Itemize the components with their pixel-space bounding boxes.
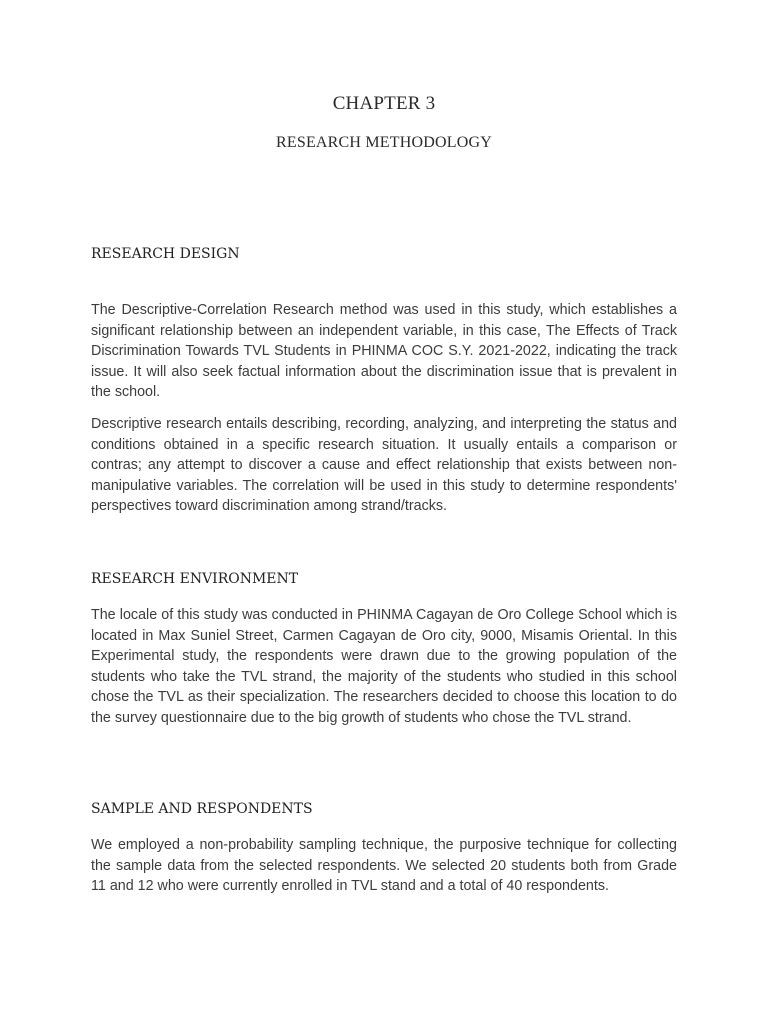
paragraph-sample-and-respondents: We employed a non-probability sampling technique, the purposive technique for collecting the sample data from the selected respondents. We selected 20 students both from Grade 11 and 12 who were currently enrolled in TVL stand and a total of 40 respondents. <box>91 837 677 895</box>
paragraph-research-environment: The locale of this study was conducted in PHINMA Cagayan de Oro College School which is located in Max Suniel Street, Carmen Cagayan de Oro city, 9000, Misamis Oriental. In this Experimental study, the respondents were drawn due to the growing population of the students who take the TVL strand, the majority of the students who studied in this school chose the TVL as their specialization. The researchers decided to choose this location to do the survey questionnaire due to the big growth of students who chose the TVL strand. <box>91 607 677 726</box>
section-heading-research-design: RESEARCH DESIGN <box>91 246 240 262</box>
paragraph-research-design-1: The Descriptive-Correlation Research method was used in this study, which establishes a significant relationship between an independent variable, in this case, The Effects of Track Discrimination Towards TVL Students in PHINMA COC S.Y. 2021-2022, indicating the track issue. It will also seek factual information about the discrimination issue that is prevalent in the school. <box>91 302 677 401</box>
chapter-title: RESEARCH METHODOLOGY <box>276 134 492 151</box>
paragraph-research-design-2: Descriptive research entails describing, recording, analyzing, and interpreting the status and conditions obtained in a specific research situation. It usually entails a comparison or contras; any attempt to discover a cause and effect relationship that exists between non-manipulative variables. The correlation will be used in this study to determine respondents' perspectives toward discrimination among strand/tracks. <box>91 416 677 515</box>
chapter-number: CHAPTER 3 <box>332 93 436 114</box>
section-heading-research-environment: RESEARCH ENVIRONMENT <box>91 571 299 587</box>
section-heading-sample-and-respondents: SAMPLE AND RESPONDENTS <box>91 801 313 817</box>
